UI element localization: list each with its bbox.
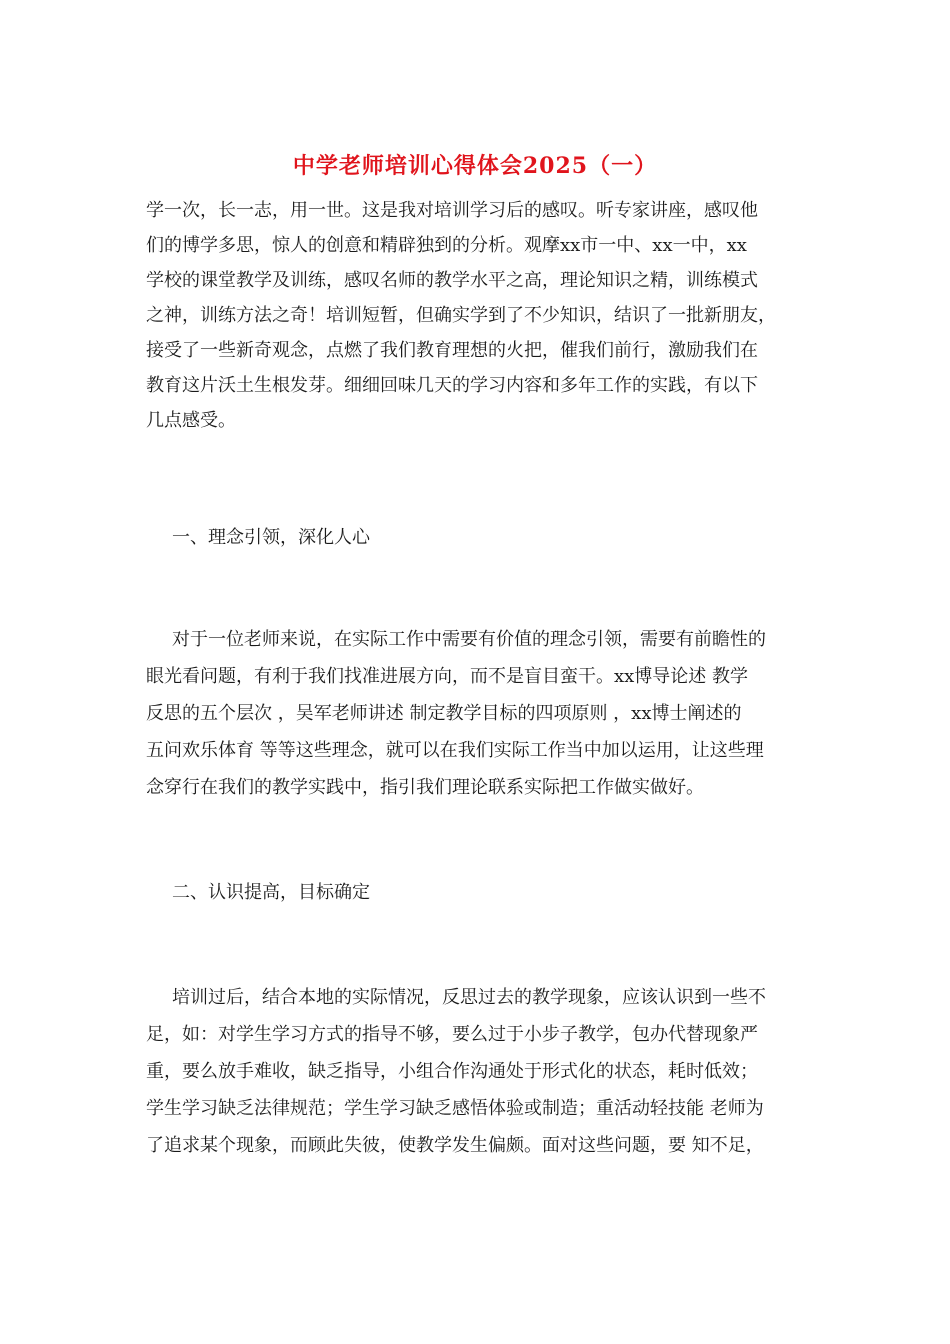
intro-line: 学校的课堂教学及训练，感叹名师的教学水平之高，理论知识之精，训练模式	[146, 270, 758, 291]
document-title: 中学老师培训心得体会2025（一）	[292, 153, 658, 179]
section2-line: 足，如：对学生学习方式的指导不够，要么过于小步子教学，包办代替现象严	[146, 1024, 758, 1045]
section1-line: 眼光看问题，有利于我们找准进展方向，而不是盲目蛮干。xx博导论述 教学	[146, 666, 749, 687]
section1-line: 念穿行在我们的教学实践中，指引我们理论联系实际把工作做实做好。	[146, 777, 704, 798]
intro-line: 接受了一些新奇观念，点燃了我们教育理想的火把，催我们前行，激励我们在	[146, 340, 758, 361]
section2-line: 培训过后，结合本地的实际情况，反思过去的教学现象，应该认识到一些不	[172, 987, 766, 1008]
section2-line: 学生学习缺乏法律规范；学生学习缺乏感悟体验或制造；重活动轻技能 老师为	[146, 1098, 764, 1119]
section-heading-1: 一、理念引领，深化人心	[172, 527, 370, 548]
section2-line: 了追求某个现象，而顾此失彼，使教学发生偏颇。面对这些问题，要 知不足，	[146, 1135, 764, 1156]
intro-line: 几点感受。	[146, 410, 236, 431]
section1-line: 反思的五个层次 ，吴军老师讲述 制定教学目标的四项原则 ，xx博士阐述的	[146, 703, 742, 724]
section2-line: 重，要么放手难收，缺乏指导，小组合作沟通处于形式化的状态，耗时低效；	[146, 1061, 758, 1082]
section-heading-2: 二、认识提高，目标确定	[172, 882, 370, 903]
intro-line: 学一次，长一志，用一世。这是我对培训学习后的感叹。听专家讲座，感叹他	[146, 200, 758, 221]
section1-line: 对于一位老师来说，在实际工作中需要有价值的理念引领，需要有前瞻性的	[172, 629, 766, 650]
intro-line: 之神，训练方法之奇！培训短暂，但确实学到了不少知识，结识了一批新朋友，	[146, 305, 776, 326]
intro-line: 教育这片沃土生根发芽。细细回味几天的学习内容和多年工作的实践，有以下	[146, 375, 758, 396]
intro-line: 们的博学多思，惊人的创意和精辟独到的分析。观摩xx市一中、xx一中，xx	[146, 235, 747, 256]
section1-line: 五问欢乐体育 等等这些理念，就可以在我们实际工作当中加以运用，让这些理	[146, 740, 764, 761]
